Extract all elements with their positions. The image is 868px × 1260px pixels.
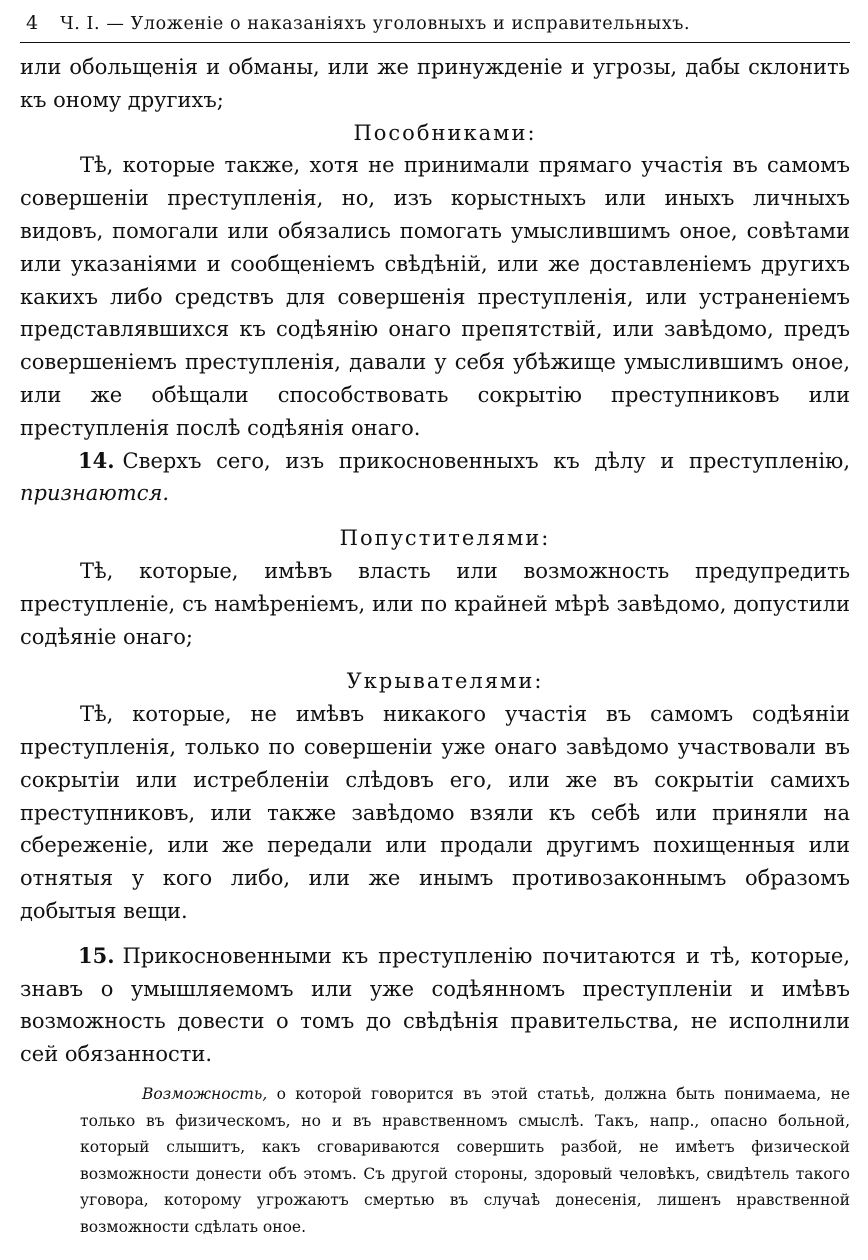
article-14-italic: признаются. xyxy=(20,481,170,506)
article-15 xyxy=(20,940,850,1071)
book-page xyxy=(20,8,850,1256)
article-14-text: Сверхъ сего, изъ прикосновенныхъ къ дѣлу и преступленію, xyxy=(122,448,850,473)
heading-connivers: Попустителями: xyxy=(339,526,551,551)
spacer xyxy=(20,510,850,522)
article-14 xyxy=(20,445,850,511)
article-15-text: Прикосновенными къ преступленію почитаются и тѣ, которые, знавъ о умышляемомъ или уже содѣянномъ преступленіи и имѣвъ возможность довести о томъ до свѣдѣнія правительства, не исполнили сей обязанности. xyxy=(20,943,850,1067)
article-15-number: 15. xyxy=(78,942,115,968)
spacer xyxy=(20,928,850,940)
heading-accomplices: Пособниками: xyxy=(353,120,537,145)
connivers-paragraph: Тѣ, которые, имѣвъ власть или возможность предупредить преступленіе, съ намѣреніемъ, или по крайней мѣрѣ завѣдомо, допустили содѣяніе онаго; xyxy=(20,558,850,649)
footnote-italic-start: Возможность, xyxy=(142,1084,268,1103)
page-number: 4 xyxy=(26,12,39,34)
page-header xyxy=(20,8,850,43)
accomplices-paragraph: Тѣ, которые также, хотя не принимали прямаго участія въ самомъ совершеніи преступленія, но, изъ корыстныхъ или иныхъ личныхъ видовъ, помогали или обязались помогать умыслившимъ оное, совѣтами или указаніями и сообщеніемъ свѣдѣній, или же доставленіемъ другихъ какихъ либо средствъ для совершенія преступленія, или устраненіемъ представлявшихся къ содѣянію онаго препятствій, или завѣдомо, предъ совершеніемъ преступленія, давали у себя убѣжище умыслившимъ оное, или же обѣщали способствовать сокрытію преступниковъ или преступленія послѣ содѣянія онаго. xyxy=(20,153,850,440)
main-text xyxy=(20,51,850,1071)
spacer xyxy=(20,653,850,665)
concealers-paragraph: Тѣ, которые, не имѣвъ никакого участія въ самомъ содѣяніи преступленія, только по совершеніи уже онаго завѣдомо участвовали въ сокрытіи или истребленіи слѣдовъ его, или же въ сокрытіи самихъ преступниковъ, или также завѣдомо взяли къ себѣ или приняли на сбереженіе, или же передали или продали другимъ похищенныя или отнятыя у кого либо, или же инымъ противозаконнымъ образомъ добытыя вещи. xyxy=(20,702,850,923)
footnote xyxy=(80,1081,850,1241)
heading-concealers: Укрывателями: xyxy=(346,669,544,694)
running-title: Ч. I. — Уложеніе о наказаніяхъ уголовныхъ и исправительныхъ. xyxy=(60,14,691,34)
intro-paragraph: или обольщенія и обманы, или же принужденіе и угрозы, дабы склонить къ оному другихъ; xyxy=(20,55,850,112)
article-14-number: 14. xyxy=(78,447,115,473)
footnote-text: о которой говорится въ этой статьѣ, должна быть понимаема, не только въ физическомъ, но и въ нравственномъ смыслѣ. Такъ, напр., опасно больной, который слышитъ, какъ сговариваются совершить разбой, не имѣетъ физической возможности донести объ этомъ. Съ другой стороны, здоровый человѣкъ, свидѣтель такого уговора, которому угрожаютъ смертью въ случаѣ донесенія, лишенъ нравственной возможности сдѣлать оное. xyxy=(80,1084,850,1236)
